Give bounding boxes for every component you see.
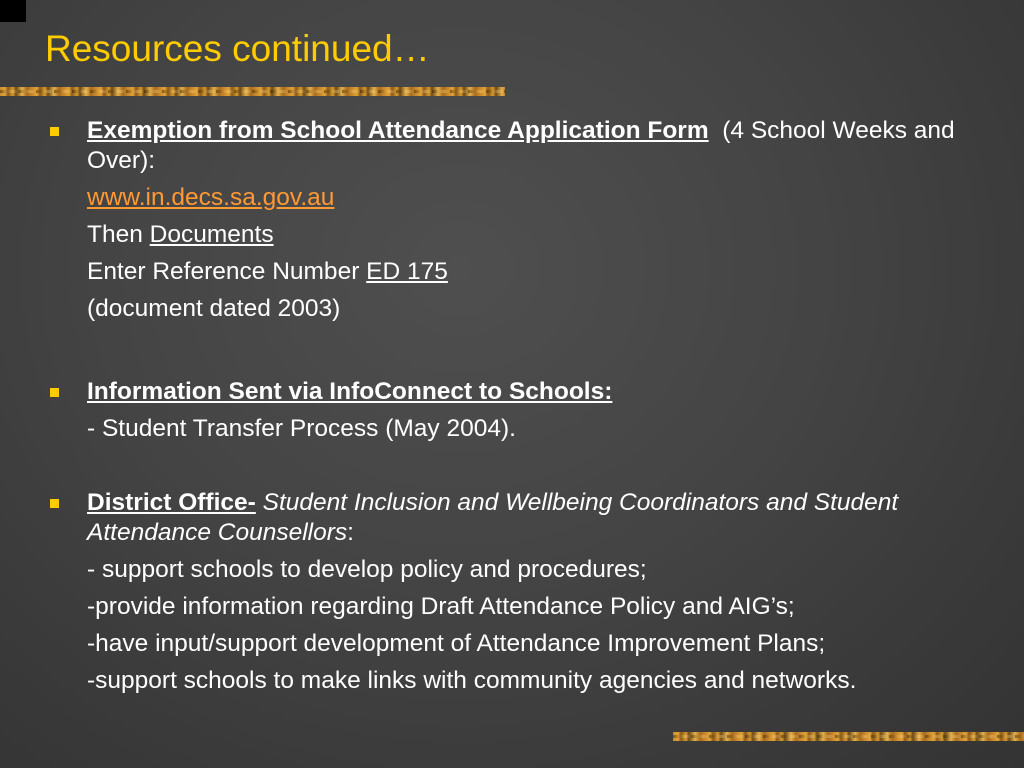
bullet-heading-line [87,116,968,176]
url-line [87,183,968,213]
infoconnect-heading: Information Sent via InfoConnect to Schools: [87,378,613,405]
slide-content [48,116,968,696]
reference-line [87,257,968,287]
decorative-bar-top [0,87,505,96]
reference-prefix: Enter Reference Number [87,258,360,285]
square-bullet-icon [50,388,59,397]
square-bullet-icon [50,499,59,508]
bullet-district-office [48,488,968,696]
decs-website-link[interactable]: www.in.decs.sa.gov.au [87,184,335,211]
slide-title: Resources continued… [45,28,430,69]
ed175-link[interactable]: ED 175 [366,258,448,285]
documents-link[interactable]: Documents [149,221,274,248]
district-office-heading: District Office- [87,489,256,516]
district-office-line-2: -provide information regarding Draft Attendance Policy and AIG’s; [87,593,795,620]
district-office-heading-line [87,488,968,548]
exemption-form-suffix: (4 School Weeks and Over): [87,117,955,174]
square-bullet-icon [50,127,59,136]
district-office-line-1: - support schools to develop policy and procedures; [87,556,647,583]
district-office-line-4: -support schools to make links with community agencies and networks. [87,667,857,694]
then-line [87,220,968,250]
decorative-bar-bottom [673,732,1024,741]
district-office-colon: : [347,519,354,546]
corner-mark [0,0,26,22]
infoconnect-line: - Student Transfer Process (May 2004). [87,415,516,442]
document-date-note: (document dated 2003) [87,295,341,322]
bullet-infoconnect [48,377,968,444]
then-prefix: Then [87,221,143,248]
bullet-exemption-form [48,116,968,324]
exemption-form-heading: Exemption from School Attendance Application Form [87,117,709,144]
district-office-line-3: -have input/support development of Attendance Improvement Plans; [87,630,826,657]
district-office-roles: Student Inclusion and Wellbeing Coordinators and Student Attendance Counsellors [87,489,899,546]
